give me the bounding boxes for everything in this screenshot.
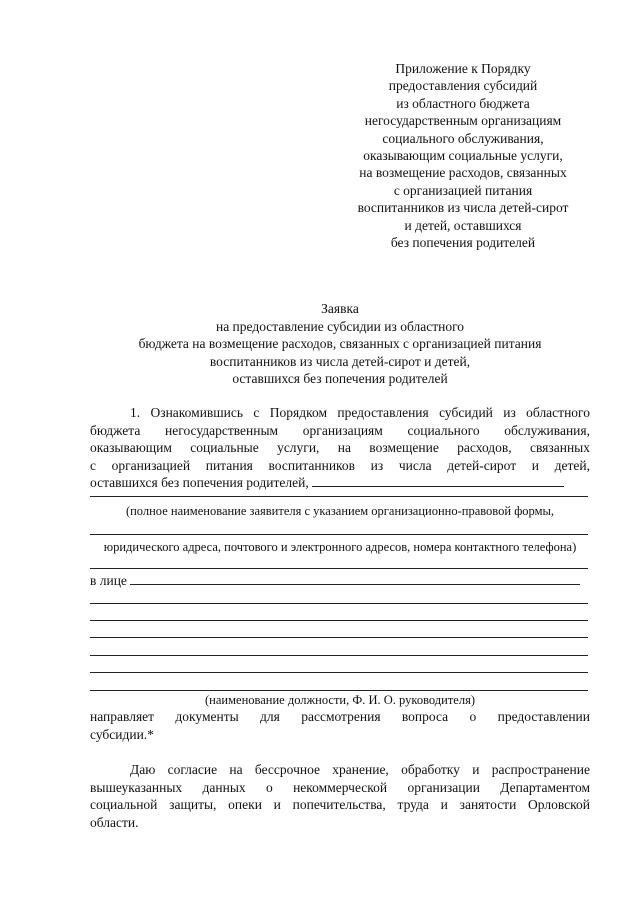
- title-line: бюджета на возмещение расходов, связанных с организацией питания: [138, 336, 542, 351]
- applicant-blank-line[interactable]: [90, 496, 588, 497]
- appendix-line: оказывающим социальные услуги,: [363, 148, 563, 164]
- head-blank-line[interactable]: [90, 672, 588, 673]
- title-line: оставшихся без попечения родителей: [232, 371, 448, 386]
- appendix-line: негосударственным организациям: [364, 113, 562, 129]
- title-line: на предоставление субсидии из областного: [215, 318, 465, 334]
- appendix-header: [338, 60, 588, 251]
- head-blank-line[interactable]: [90, 620, 588, 621]
- in-person-label: в лице: [90, 573, 127, 588]
- paragraph-1: [90, 404, 590, 492]
- appendix-line: на возмещение расходов, связанных: [359, 165, 567, 181]
- applicant-caption-2: юридического адреса, почтового и электронного адресов, номера контактного телефона): [103, 540, 577, 554]
- head-blank-line[interactable]: [90, 603, 588, 604]
- appendix-line: без попечения родителей: [390, 235, 536, 251]
- applicant-blank-line[interactable]: [90, 534, 588, 535]
- paragraph-line: социальной защиты, опеки и попечительства, труда и занятости Орловской: [90, 797, 590, 813]
- paragraph-line: Даю согласие на бессрочное хранение, обработку и распространение: [130, 762, 590, 777]
- head-blank-line[interactable]: [90, 690, 588, 691]
- paragraph-line: вышеуказанных данных о некоммерческой организации Департаментом: [90, 779, 590, 795]
- paragraph-line: бюджета негосударственным организациям социального обслуживания,: [90, 422, 590, 438]
- appendix-line: и детей, оставшихся: [404, 217, 522, 233]
- paragraph-line: с организацией питания воспитанников из числа детей-сирот и детей,: [90, 457, 590, 473]
- appendix-line: воспитанников из числа детей-сирот: [357, 200, 569, 216]
- appendix-line: с организацией питания: [393, 182, 533, 198]
- paragraph-line-text: оставшихся без попечения родителей,: [90, 475, 309, 491]
- appendix-line: Приложение к Порядку: [395, 61, 531, 76]
- appendix-line: из областного бюджета: [396, 95, 530, 111]
- sends-paragraph: [90, 708, 590, 743]
- title-heading: Заявка: [321, 301, 359, 316]
- paragraph-line: области.: [90, 814, 139, 830]
- title-line: воспитанников из числа детей-сирот и детей,: [209, 353, 471, 369]
- head-blank-line[interactable]: [90, 655, 588, 656]
- in-person-row: [90, 572, 590, 589]
- appendix-line: социального обслуживания,: [382, 130, 544, 146]
- consent-paragraph: [90, 761, 590, 831]
- applicant-caption-1: (полное наименование заявителя с указанием организационно-правовой формы,: [125, 504, 555, 518]
- applicant-blank-line[interactable]: [90, 568, 588, 569]
- paragraph-line: 1. Ознакомившись с Порядком предоставления субсидий из областного: [130, 405, 590, 420]
- applicant-blank-inline[interactable]: [312, 475, 564, 487]
- appendix-line: предоставления субсидий: [388, 78, 538, 94]
- paragraph-line: субсидии.*: [90, 726, 154, 742]
- in-person-blank[interactable]: [130, 573, 580, 585]
- paragraph-line: направляет документы для рассмотрения вопроса о предоставлении: [90, 709, 590, 724]
- head-caption: (наименование должности, Ф. И. О. руководителя): [205, 693, 475, 707]
- head-blank-line[interactable]: [90, 637, 588, 638]
- paragraph-line: оказывающим социальные услуги, на возмещение расходов, связанных: [90, 440, 590, 456]
- paragraph-line: [90, 474, 590, 492]
- document-title: [90, 300, 590, 388]
